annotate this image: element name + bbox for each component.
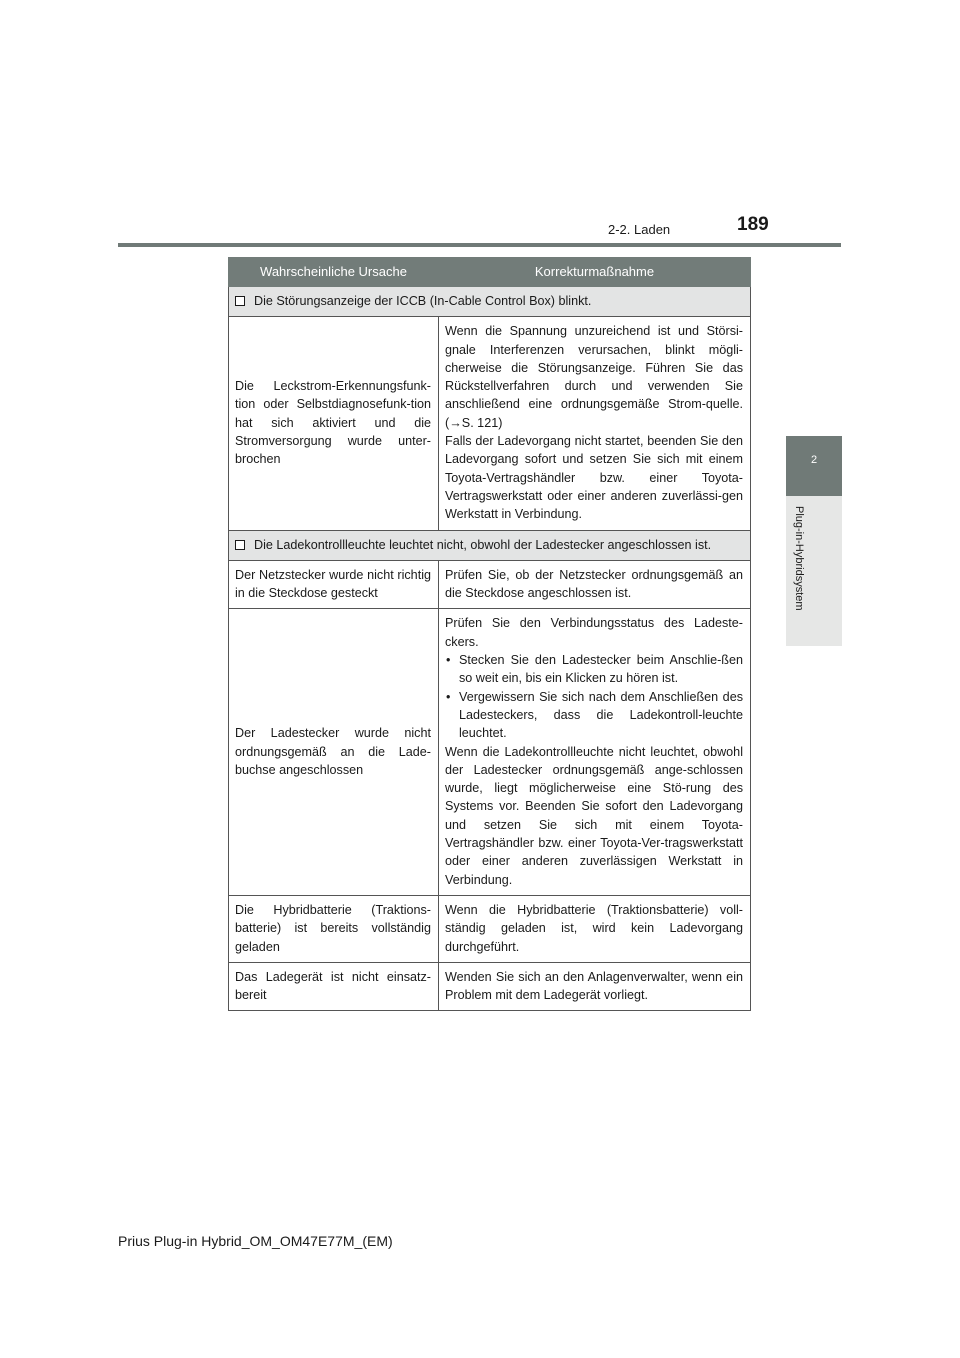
chapter-tab (786, 436, 842, 496)
remedy-cell: Prüfen Sie, ob der Netzstecker ordnungsgemäß an die Steckdose angeschlossen ist. (439, 560, 751, 609)
remedy-cell (439, 609, 751, 895)
remedy-outro: Wenn die Ladekontrollleuchte nicht leuchtet, obwohl der Ladestecker ordnungsgemäß ange-schlossen wurde, liegt möglicherweise eine Stö-rung des Systems vor. Beenden Sie sofort den Ladevorgang und setzen Sie sich mit einem Toyota-Vertragshändler bzw. einer Toyota-Ver-tragswerkstatt oder einer anderen zuverlässigen Werkstatt in Verbindung. (445, 744, 743, 887)
header-cause: Wahrscheinliche Ursache (229, 258, 439, 287)
troubleshooting-table (228, 257, 751, 1011)
cause-cell: Der Netzstecker wurde nicht richtig in die Steckdose gesteckt (229, 560, 439, 609)
header-remedy: Korrekturmaßnahme (439, 258, 751, 287)
footer-manual-id: Prius Plug-in Hybrid_OM_OM47E77M_(EM) (118, 1233, 393, 1249)
page-number: 189 (737, 214, 769, 235)
table-row (229, 317, 751, 530)
table-row (229, 560, 751, 609)
remedy-cell: Wenden Sie sich an den Anlagenverwalter, wenn ein Problem mit dem Ladegerät vorliegt. (439, 962, 751, 1011)
chapter-number: 2 (810, 454, 818, 466)
symptom-row (229, 530, 751, 560)
chapter-label: Plug-in-Hybridsystem (793, 506, 805, 611)
remedy-cell (439, 317, 751, 530)
cause-cell: Die Leckstrom-Erkennungsfunk-tion oder Selbstdiagnosefunk-tion hat sich aktiviert und die Stromversorgung wurde unter-brochen (229, 317, 439, 530)
cause-cell: Die Hybridbatterie (Traktions-batterie) ist bereits vollständig geladen (229, 895, 439, 962)
section-title: 2-2. Laden (608, 222, 671, 237)
checkbox-icon (235, 540, 245, 550)
remedy-cell: Wenn die Hybridbatterie (Traktionsbatterie) voll-ständig geladen ist, wird kein Ladevorgang durchgeführt. (439, 895, 751, 962)
remedy-paragraph: Falls der Ladevorgang nicht startet, beenden Sie den Ladevorgang sofort und setzen Sie sich mit einem Toyota-Vertragshändler bzw. einer Toyota-Vertragswerkstatt oder einer anderen zuverlässi-gen Werkstatt in Verbindung. (445, 434, 743, 522)
remedy-intro: Prüfen Sie den Verbindungsstatus des Ladeste-ckers. (445, 616, 743, 649)
list-item: • Vergewissern Sie sich nach dem Anschließen des Ladesteckers, dass die Ladekontroll-leuchte leuchtet. (445, 688, 743, 743)
checkbox-icon (235, 296, 245, 306)
symptom-text: Die Störungsanzeige der ICCB (In-Cable Control Box) blinkt. (254, 294, 592, 308)
remedy-paragraph: Wenn die Spannung unzureichend ist und Störsi-gnale Interferenzen verursachen, blinkt mögli-cherweise die Störungsanzeige. Führen Sie das Rückstellverfahren durch und verwenden Sie anschließend eine ordnungsgemäße Strom-quelle. (→S. 121) (445, 324, 743, 430)
header-rule (118, 243, 841, 247)
table-row (229, 962, 751, 1011)
table-row (229, 609, 751, 895)
symptom-band (229, 287, 751, 317)
remedy-bullet-list (445, 651, 743, 742)
table-row (229, 895, 751, 962)
table-header-row (229, 258, 751, 287)
cause-cell: Das Ladegerät ist nicht einsatz-bereit (229, 962, 439, 1011)
symptom-row (229, 287, 751, 317)
symptom-band (229, 530, 751, 560)
symptom-text: Die Ladekontrollleuchte leuchtet nicht, obwohl der Ladestecker angeschlossen ist. (254, 537, 712, 552)
cause-cell: Der Ladestecker wurde nicht ordnungsgemäß an die Lade-buchse angeschlossen (229, 609, 439, 895)
list-item: • Stecken Sie den Ladestecker beim Anschlie-ßen so weit ein, bis ein Klicken zu hören ist. (445, 651, 743, 688)
